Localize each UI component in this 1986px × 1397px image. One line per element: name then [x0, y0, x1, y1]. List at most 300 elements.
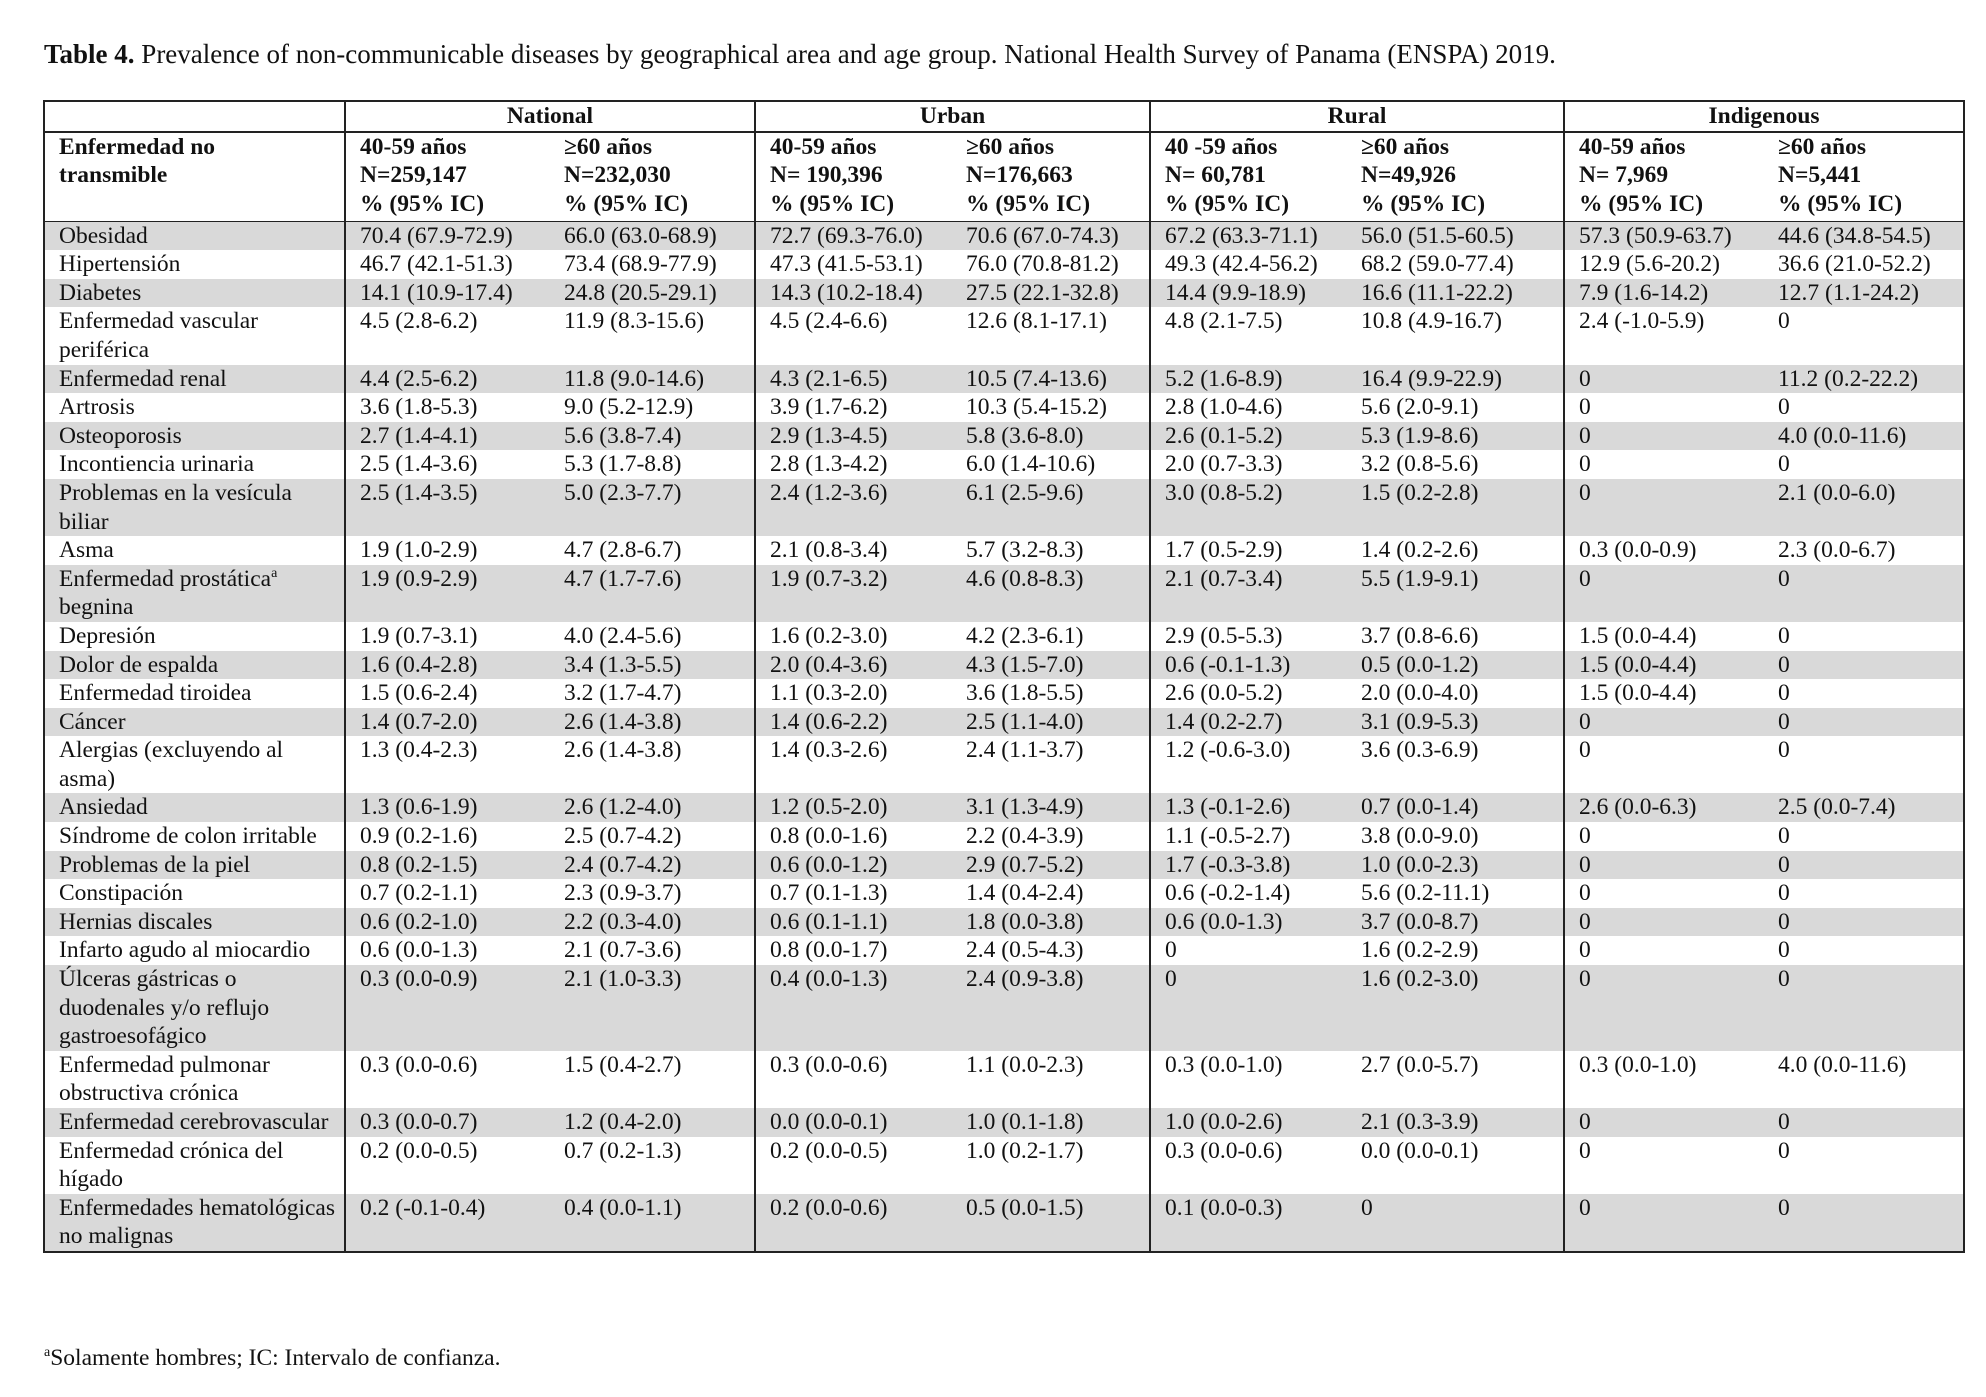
- value-cell: 5.2 (1.6-8.9): [1150, 365, 1347, 394]
- value-cell: 2.1 (0.7-3.4): [1150, 565, 1347, 622]
- value-cell: 1.6 (0.2-3.0): [1347, 965, 1564, 1051]
- value-cell: 9.0 (5.2-12.9): [564, 394, 694, 421]
- disease-label: Problemas de la piel: [59, 851, 251, 878]
- disease-label: Constipación: [59, 880, 184, 907]
- value-cell: 2.5 (0.0-7.4): [1764, 793, 1964, 822]
- table-row: [44, 879, 1964, 908]
- value-cell: 11.9 (8.3-15.6): [564, 308, 705, 335]
- footnote-text: Solamente hombres; IC: Intervalo de confianza.: [50, 1345, 501, 1371]
- value-cell: 1.9 (0.9-2.9): [345, 565, 550, 622]
- value-cell: 0.7 (0.0-1.4): [1347, 793, 1564, 822]
- value-cell: 0: [1778, 937, 1790, 964]
- value-cell: 3.1 (1.3-4.9): [952, 793, 1150, 822]
- value-cell: 0: [1764, 965, 1964, 1051]
- table-row: [44, 1108, 1964, 1137]
- table-row: [44, 565, 1964, 622]
- header-col: 40-59 años N=259,147 % (95% IC): [345, 132, 550, 222]
- disease-name: [44, 250, 345, 279]
- group-header-rural: Rural: [1150, 101, 1564, 132]
- value-cell: 10.3 (5.4-15.2): [966, 394, 1107, 421]
- value-cell: 2.4 (-1.0-5.9): [1564, 307, 1764, 364]
- value-cell: 4.3 (2.1-6.5): [755, 365, 952, 394]
- value-cell: 2.1 (1.0-3.3): [550, 965, 755, 1051]
- table-row: [44, 936, 1964, 965]
- value-cell: 0.3 (0.0-0.6): [755, 1051, 952, 1108]
- value-cell: 0: [1764, 851, 1964, 880]
- value-cell: 76.0 (70.8-81.2): [966, 251, 1119, 278]
- value-cell: 2.6 (0.0-6.3): [1564, 793, 1764, 822]
- value-cell: 49.3 (42.4-56.2): [1150, 250, 1347, 279]
- value-cell: 1.5 (0.4-2.7): [564, 1051, 682, 1078]
- value-cell: 0.2 (0.0-0.5): [345, 1137, 550, 1194]
- value-cell: 0.1 (0.0-0.3): [1150, 1194, 1347, 1252]
- value-cell: 0: [1564, 1108, 1764, 1137]
- footnote-marker: a: [44, 1345, 51, 1361]
- table-row: [44, 393, 1964, 422]
- value-cell: 2.3 (0.0-6.7): [1778, 537, 1896, 564]
- value-cell: 2.1 (0.3-3.9): [1347, 1108, 1564, 1137]
- disease-name: [44, 450, 345, 479]
- value-cell: 1.5 (0.0-4.4): [1564, 622, 1764, 651]
- value-cell: 2.0 (0.4-3.6): [755, 651, 952, 680]
- header-col: 40-59 años N= 7,969 % (95% IC): [1564, 132, 1764, 222]
- value-cell: 10.5 (7.4-13.6): [952, 365, 1150, 394]
- value-cell: 0: [1564, 908, 1764, 937]
- disease-name: [44, 822, 345, 851]
- value-cell: 5.6 (2.0-9.1): [1361, 394, 1479, 421]
- disease-label: Úlceras gástricas o duodenales y/o reflujo gastroesofágico: [59, 966, 270, 1050]
- value-cell: 1.1 (0.3-2.0): [755, 679, 952, 708]
- value-cell: 0.4 (0.0-1.1): [550, 1194, 755, 1252]
- table-row: [44, 736, 1964, 793]
- value-cell: 0: [1564, 1137, 1764, 1194]
- group-header-urban: Urban: [755, 101, 1150, 132]
- value-cell: 0: [1564, 1194, 1764, 1252]
- table-row: [44, 822, 1964, 851]
- table-row: [44, 1194, 1964, 1252]
- value-cell: 70.6 (67.0-74.3): [952, 221, 1150, 250]
- disease-label: Problemas en la vesícula biliar: [59, 479, 292, 535]
- value-cell: 0: [1778, 1137, 1790, 1164]
- value-cell: 0.2 (0.0-0.6): [755, 1194, 952, 1252]
- disease-name: [44, 679, 345, 708]
- value-cell: 5.5 (1.9-9.1): [1347, 565, 1564, 622]
- value-cell: 0: [1564, 736, 1764, 793]
- value-cell: 0: [1564, 393, 1764, 422]
- value-cell: 3.0 (0.8-5.2): [1150, 479, 1347, 536]
- header-col: ≥60 años N=232,030 % (95% IC): [550, 132, 755, 222]
- value-cell: 4.0 (2.4-5.6): [564, 622, 682, 649]
- value-cell: 1.6 (0.2-3.0): [755, 622, 952, 651]
- disease-label: Hernias discales: [59, 908, 213, 935]
- value-cell: 0.3 (0.0-1.0): [1150, 1051, 1347, 1108]
- value-cell: 0: [1778, 737, 1790, 764]
- table-row: [44, 422, 1964, 451]
- table-row: [44, 851, 1964, 880]
- value-cell: 36.6 (21.0-52.2): [1778, 251, 1931, 278]
- disease-label: Artrosis: [59, 394, 135, 421]
- table-row: [44, 450, 1964, 479]
- value-cell: 3.2 (1.7-4.7): [564, 680, 682, 707]
- disease-label: Enfermedad renal: [59, 365, 227, 392]
- value-cell: 1.7 (0.5-2.9): [1150, 536, 1347, 565]
- value-cell: 1.5 (0.0-4.4): [1564, 679, 1764, 708]
- table-row: [44, 279, 1964, 308]
- value-cell: 2.4 (0.7-4.2): [550, 851, 755, 880]
- value-cell: 1.5 (0.2-2.8): [1347, 479, 1564, 536]
- value-cell: 1.4 (0.4-2.4): [966, 880, 1084, 907]
- value-cell: 0.2 (-0.1-0.4): [345, 1194, 550, 1252]
- value-cell: 0.2 (0.0-0.5): [755, 1137, 952, 1194]
- value-cell: 7.9 (1.6-14.2): [1564, 279, 1764, 308]
- value-cell: 57.3 (50.9-63.7): [1564, 221, 1764, 250]
- value-cell: 0: [1778, 680, 1790, 707]
- value-cell: 72.7 (69.3-76.0): [755, 221, 952, 250]
- value-cell: 47.3 (41.5-53.1): [755, 250, 952, 279]
- value-cell: 70.4 (67.9-72.9): [345, 221, 550, 250]
- value-cell: 1.3 (0.6-1.9): [345, 793, 550, 822]
- value-cell: 2.5 (1.4-3.6): [345, 450, 550, 479]
- table-row: [44, 250, 1964, 279]
- value-cell: 68.2 (59.0-77.4): [1361, 251, 1514, 278]
- value-cell: 2.7 (0.0-5.7): [1361, 1051, 1479, 1078]
- value-cell: 6.0 (1.4-10.6): [966, 451, 1096, 478]
- table-row: [44, 793, 1964, 822]
- value-cell: 1.3 (-0.1-2.6): [1150, 793, 1347, 822]
- value-cell: 0: [1347, 1194, 1564, 1252]
- value-cell: 1.2 (0.4-2.0): [550, 1108, 755, 1137]
- value-cell: 0: [1564, 422, 1764, 451]
- disease-name: [44, 736, 345, 793]
- value-cell: 11.8 (9.0-14.6): [550, 365, 755, 394]
- value-cell: 0: [1778, 451, 1790, 478]
- value-cell: 1.0 (0.1-1.8): [952, 1108, 1150, 1137]
- header-col: 40 -59 años N= 60,781 % (95% IC): [1150, 132, 1347, 222]
- value-cell: 2.1 (0.0-6.0): [1764, 479, 1964, 536]
- value-cell: 4.8 (2.1-7.5): [1150, 307, 1347, 364]
- value-cell: 46.7 (42.1-51.3): [345, 250, 550, 279]
- value-cell: 1.4 (0.6-2.2): [755, 708, 952, 737]
- value-cell: 5.6 (0.2-11.1): [1361, 880, 1490, 907]
- value-cell: 2.0 (0.7-3.3): [1150, 450, 1347, 479]
- value-cell: 2.3 (0.9-3.7): [564, 880, 682, 907]
- disease-name: [44, 422, 345, 451]
- disease-name: [44, 908, 345, 937]
- value-cell: 1.0 (0.2-1.7): [966, 1137, 1084, 1164]
- value-cell: 3.2 (0.8-5.6): [1361, 451, 1479, 478]
- value-cell: 27.5 (22.1-32.8): [952, 279, 1150, 308]
- value-cell: 4.7 (1.7-7.6): [550, 565, 755, 622]
- disease-label: Síndrome de colon irritable: [59, 823, 317, 850]
- value-cell: 0: [1778, 880, 1790, 907]
- disease-label: Ansiedad: [59, 794, 148, 821]
- value-cell: 56.0 (51.5-60.5): [1347, 221, 1564, 250]
- disease-name: [44, 965, 345, 1051]
- value-cell: 3.8 (0.0-9.0): [1361, 823, 1479, 850]
- value-cell: 0: [1564, 479, 1764, 536]
- value-cell: 1.5 (0.6-2.4): [345, 679, 550, 708]
- disease-label: Incontiencia urinaria: [59, 451, 255, 478]
- value-cell: 10.8 (4.9-16.7): [1361, 308, 1502, 335]
- disease-label: Dolor de espalda: [59, 651, 219, 678]
- value-cell: 1.0 (0.0-2.3): [1347, 851, 1564, 880]
- value-cell: 16.6 (11.1-22.2): [1347, 279, 1564, 308]
- value-cell: 4.5 (2.4-6.6): [755, 307, 952, 364]
- value-cell: 2.4 (0.9-3.8): [952, 965, 1150, 1051]
- disease-label: Enfermedad crónica del hígado: [59, 1137, 284, 1193]
- value-cell: 67.2 (63.3-71.1): [1150, 221, 1347, 250]
- disease-name: [44, 221, 345, 250]
- value-cell: 2.8 (1.3-4.2): [755, 450, 952, 479]
- footnote-marker: a: [271, 565, 278, 581]
- value-cell: 1.8 (0.0-3.8): [952, 908, 1150, 937]
- disease-name: [44, 1194, 345, 1252]
- caption-text: Prevalence of non-communicable diseases by geographical area and age group. National Health Survey of Panama (ENSPA) 2019.: [134, 39, 1556, 69]
- value-cell: 0: [1564, 450, 1764, 479]
- value-cell: 1.6 (0.2-2.9): [1361, 937, 1479, 964]
- value-cell: 12.9 (5.6-20.2): [1564, 250, 1764, 279]
- value-cell: 0: [1764, 1108, 1964, 1137]
- group-header-national: National: [345, 101, 755, 132]
- caption-label: Table 4.: [44, 39, 135, 69]
- header-col: 40-59 años N= 190,396 % (95% IC): [755, 132, 952, 222]
- value-cell: 14.1 (10.9-17.4): [345, 279, 550, 308]
- value-cell: 2.1 (0.7-3.6): [564, 937, 682, 964]
- value-cell: 0.8 (0.2-1.5): [345, 851, 550, 880]
- value-cell: 0: [1764, 708, 1964, 737]
- disease-name: [44, 1137, 345, 1194]
- value-cell: 3.6 (1.8-5.5): [966, 680, 1084, 707]
- disease-name: [44, 365, 345, 394]
- value-cell: 2.2 (0.3-4.0): [550, 908, 755, 937]
- value-cell: 0.7 (0.2-1.1): [345, 879, 550, 908]
- value-cell: 3.4 (1.3-5.5): [550, 651, 755, 680]
- value-cell: 44.6 (34.8-54.5): [1764, 221, 1964, 250]
- disease-label: Infarto agudo al miocardio: [59, 937, 311, 964]
- value-cell: 1.9 (0.7-3.1): [345, 622, 550, 651]
- value-cell: 1.1 (-0.5-2.7): [1150, 822, 1347, 851]
- value-cell: 16.4 (9.9-22.9): [1347, 365, 1564, 394]
- table-body: [44, 221, 1964, 1252]
- value-cell: 1.4 (0.7-2.0): [345, 708, 550, 737]
- value-cell: 2.9 (0.5-5.3): [1150, 622, 1347, 651]
- disease-label: Enfermedad vascular periférica: [59, 308, 258, 363]
- value-cell: 3.7 (0.8-6.6): [1361, 622, 1479, 649]
- value-cell: 2.0 (0.0-4.0): [1361, 680, 1479, 707]
- value-cell: 1.7 (-0.3-3.8): [1150, 851, 1347, 880]
- value-cell: 0.3 (0.0-0.6): [345, 1051, 550, 1108]
- value-cell: 0: [1150, 965, 1347, 1051]
- value-cell: 2.8 (1.0-4.6): [1150, 393, 1347, 422]
- table-caption: [44, 38, 1556, 70]
- value-cell: 0.7 (0.1-1.3): [755, 879, 952, 908]
- value-cell: 73.4 (68.9-77.9): [564, 251, 717, 278]
- value-cell: 1.9 (1.0-2.9): [345, 536, 550, 565]
- disease-name: [44, 622, 345, 651]
- value-cell: 0: [1564, 851, 1764, 880]
- disease-label: Enfermedad tiroidea: [59, 680, 252, 707]
- table-row: [44, 622, 1964, 651]
- table-row: [44, 651, 1964, 680]
- value-cell: 1.4 (0.3-2.6): [755, 736, 952, 793]
- disease-name: [44, 393, 345, 422]
- value-cell: 4.2 (2.3-6.1): [966, 622, 1084, 649]
- value-cell: 1.2 (-0.6-3.0): [1150, 736, 1347, 793]
- value-cell: 0: [1564, 565, 1764, 622]
- value-cell: 2.5 (1.4-3.5): [345, 479, 550, 536]
- value-cell: 0: [1764, 908, 1964, 937]
- value-cell: 1.4 (0.2-2.6): [1361, 537, 1479, 564]
- group-header-indigenous: Indigenous: [1564, 101, 1964, 132]
- value-cell: 1.2 (0.5-2.0): [755, 793, 952, 822]
- value-cell: 0.6 (0.0-1.3): [345, 936, 550, 965]
- table-row: [44, 365, 1964, 394]
- value-cell: 24.8 (20.5-29.1): [550, 279, 755, 308]
- value-cell: 2.6 (1.4-3.8): [550, 708, 755, 737]
- value-cell: 11.2 (0.2-22.2): [1764, 365, 1964, 394]
- value-cell: 0: [1150, 936, 1347, 965]
- disease-name: [44, 793, 345, 822]
- value-cell: 1.9 (0.7-3.2): [755, 565, 952, 622]
- value-cell: 0.7 (0.2-1.3): [564, 1137, 682, 1164]
- disease-label: Obesidad: [59, 222, 148, 249]
- value-cell: 0.6 (-0.1-1.3): [1150, 651, 1347, 680]
- disease-name: [44, 536, 345, 565]
- header-col: ≥60 años N=176,663 % (95% IC): [952, 132, 1150, 222]
- disease-label: Diabetes: [59, 279, 142, 306]
- value-cell: 0: [1764, 1194, 1964, 1252]
- value-cell: 0.6 (0.0-1.2): [755, 851, 952, 880]
- disease-name: [44, 708, 345, 737]
- value-cell: 1.1 (0.0-2.3): [966, 1051, 1084, 1078]
- disease-name: [44, 851, 345, 880]
- value-cell: 0.4 (0.0-1.3): [755, 965, 952, 1051]
- value-cell: 2.5 (0.7-4.2): [564, 823, 682, 850]
- disease-name: [44, 307, 345, 364]
- value-cell: 2.9 (0.7-5.2): [952, 851, 1150, 880]
- disease-label-cont: begnina: [59, 594, 134, 621]
- value-cell: 0.0 (0.0-0.1): [1361, 1137, 1479, 1164]
- value-cell: 0: [1778, 823, 1790, 850]
- value-cell: 4.4 (2.5-6.2): [345, 365, 550, 394]
- value-cell: 5.7 (3.2-8.3): [966, 537, 1084, 564]
- value-cell: 3.6 (0.3-6.9): [1361, 737, 1479, 764]
- header-blank: [44, 101, 345, 132]
- value-cell: 5.0 (2.3-7.7): [550, 479, 755, 536]
- value-cell: 0.3 (0.0-0.6): [1150, 1137, 1347, 1194]
- value-cell: 0: [1778, 308, 1790, 335]
- value-cell: 2.4 (1.1-3.7): [966, 737, 1084, 764]
- value-cell: 66.0 (63.0-68.9): [550, 221, 755, 250]
- value-cell: 3.6 (1.8-5.3): [345, 393, 550, 422]
- value-cell: 4.5 (2.8-6.2): [345, 307, 550, 364]
- value-cell: 1.0 (0.0-2.6): [1150, 1108, 1347, 1137]
- value-cell: 1.3 (0.4-2.3): [345, 736, 550, 793]
- value-cell: 2.4 (1.2-3.6): [755, 479, 952, 536]
- value-cell: 0.5 (0.0-1.2): [1347, 651, 1564, 680]
- value-cell: 14.4 (9.9-18.9): [1150, 279, 1347, 308]
- disease-label: Enfermedad prostática: [59, 565, 272, 592]
- value-cell: 4.3 (1.5-7.0): [952, 651, 1150, 680]
- disease-name: [44, 879, 345, 908]
- value-cell: 5.3 (1.9-8.6): [1347, 422, 1564, 451]
- disease-name: [44, 651, 345, 680]
- value-cell: 0.8 (0.0-1.7): [755, 936, 952, 965]
- value-cell: 4.7 (2.8-6.7): [564, 537, 682, 564]
- value-cell: 1.4 (0.2-2.7): [1150, 708, 1347, 737]
- value-cell: 0: [1564, 936, 1764, 965]
- table-row: [44, 221, 1964, 250]
- table-row: [44, 307, 1964, 364]
- value-cell: 3.7 (0.0-8.7): [1347, 908, 1564, 937]
- value-cell: 0.6 (0.0-1.3): [1150, 908, 1347, 937]
- value-cell: 12.6 (8.1-17.1): [966, 308, 1107, 335]
- value-cell: 5.6 (3.8-7.4): [550, 422, 755, 451]
- header-col: ≥60 años N=5,441 % (95% IC): [1764, 132, 1964, 222]
- value-cell: 0.6 (0.1-1.1): [755, 908, 952, 937]
- table-row: [44, 1137, 1964, 1194]
- value-cell: 3.1 (0.9-5.3): [1347, 708, 1564, 737]
- footnote: [44, 1344, 500, 1372]
- disease-label: Depresión: [59, 622, 156, 649]
- value-cell: 0.5 (0.0-1.5): [952, 1194, 1150, 1252]
- table-row: [44, 908, 1964, 937]
- value-cell: 5.3 (1.7-8.8): [564, 451, 682, 478]
- value-cell: 2.6 (1.4-3.8): [564, 737, 682, 764]
- value-cell: 0: [1564, 822, 1764, 851]
- value-cell: 4.0 (0.0-11.6): [1778, 1051, 1907, 1078]
- disease-name: [44, 479, 345, 536]
- header-col: ≥60 años N=49,926 % (95% IC): [1347, 132, 1564, 222]
- value-cell: 0.3 (0.0-0.9): [1564, 536, 1764, 565]
- disease-name: [44, 936, 345, 965]
- value-cell: 14.3 (10.2-18.4): [755, 279, 952, 308]
- table-row: [44, 679, 1964, 708]
- value-cell: 0: [1564, 965, 1764, 1051]
- value-cell: 3.9 (1.7-6.2): [755, 393, 952, 422]
- disease-name: [44, 1051, 345, 1108]
- disease-label: Osteoporosis: [59, 422, 182, 449]
- value-cell: 2.7 (1.4-4.1): [345, 422, 550, 451]
- value-cell: 0: [1564, 879, 1764, 908]
- header-disease: Enfermedad no transmible: [44, 132, 345, 222]
- value-cell: 1.5 (0.0-4.4): [1564, 651, 1764, 680]
- value-cell: 2.6 (0.1-5.2): [1150, 422, 1347, 451]
- disease-label: Enfermedades hematológicas no malignas: [59, 1194, 336, 1250]
- value-cell: 0.6 (0.2-1.0): [345, 908, 550, 937]
- table-row: [44, 479, 1964, 536]
- value-cell: 2.5 (1.1-4.0): [952, 708, 1150, 737]
- value-cell: 0.3 (0.0-1.0): [1564, 1051, 1764, 1108]
- value-cell: 5.8 (3.6-8.0): [952, 422, 1150, 451]
- value-cell: 0: [1778, 622, 1790, 649]
- value-cell: 0: [1564, 708, 1764, 737]
- value-cell: 2.6 (1.2-4.0): [550, 793, 755, 822]
- value-cell: 0.3 (0.0-0.7): [345, 1108, 550, 1137]
- table-row: [44, 965, 1964, 1051]
- value-cell: 0: [1778, 394, 1790, 421]
- value-cell: 0.3 (0.0-0.9): [345, 965, 550, 1051]
- value-cell: 6.1 (2.5-9.6): [952, 479, 1150, 536]
- value-cell: 0: [1764, 565, 1964, 622]
- value-cell: 0: [1764, 651, 1964, 680]
- value-cell: 12.7 (1.1-24.2): [1764, 279, 1964, 308]
- disease-label: Cáncer: [59, 708, 126, 735]
- table-row: [44, 708, 1964, 737]
- disease-name: [44, 279, 345, 308]
- disease-name: [44, 565, 345, 622]
- table-row: [44, 536, 1964, 565]
